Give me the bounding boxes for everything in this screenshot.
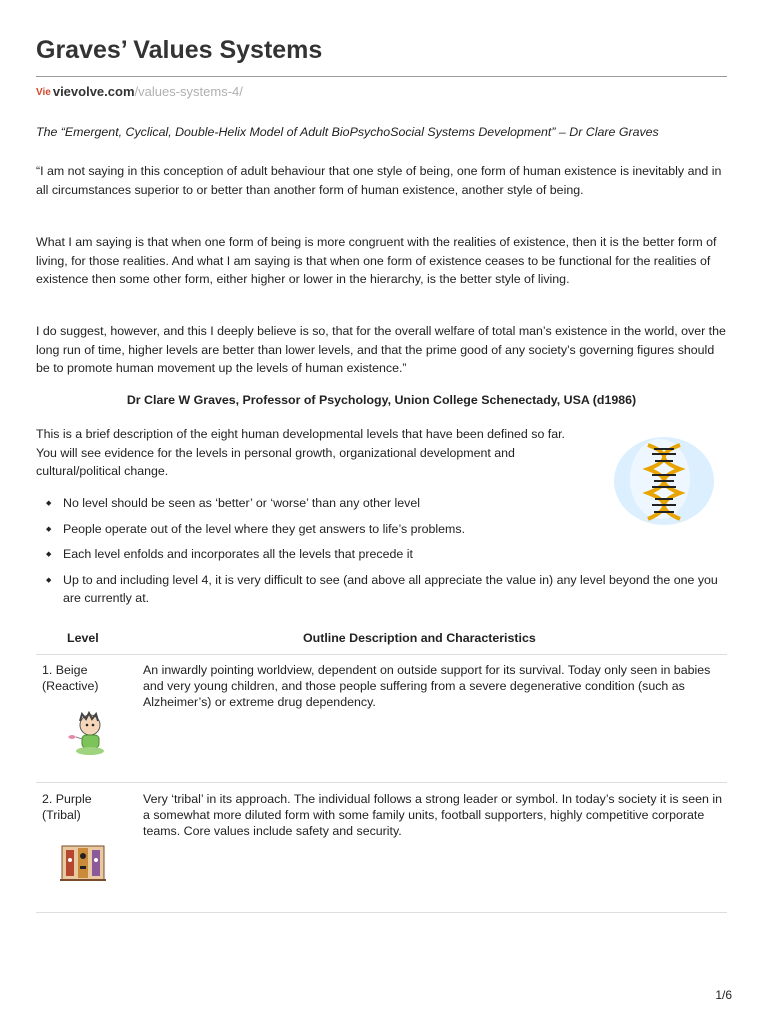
table-header-description: Outline Description and Characteristics [303, 631, 536, 645]
quote-paragraph-3: I do suggest, however, and this I deeply believe is so, that for the overall welfare of total man’s existence in the world, over the long run of time, higher levels are better than lower levels, and that the prime good of any society’s governing figures should be to promote human movement up the levels of human existence.” [36, 324, 726, 375]
list-item: ◆ Each level enfolds and incorporates all the levels that precede it [44, 545, 734, 564]
page-title: Graves’ Values Systems [36, 36, 323, 64]
bullet-list [44, 494, 734, 615]
diamond-bullet-icon: ◆ [46, 576, 52, 584]
source-link[interactable] [36, 84, 243, 99]
table-row-purple-description: Very ‘tribal’ in its approach. The individual follows a strong leader or symbol. In today’s society it is seen in a somewhat more diluted form with some family units, football supporters, highly competitive corporate teams. Core values include safety and security. [143, 792, 722, 838]
site-favicon-icon: Vie [36, 87, 51, 98]
title-divider [36, 76, 727, 77]
table-divider [36, 782, 727, 783]
intro-paragraph: This is a brief description of the eight human developmental levels that have been defined so far. You will see evidence for the levels in personal growth, organizational development and cultural/political change. [36, 427, 565, 478]
source-domain[interactable]: vievolve.com [52, 84, 135, 99]
model-subtitle: The “Emergent, Cyclical, Double-Helix Model of Adult BioPsychoSocial Systems Development” – Dr Clare Graves [36, 125, 659, 139]
table-row-beige-description: An inwardly pointing worldview, dependent on outside support for its survival. Today only seen in babies and very young children, and those people suffering from a severe degenerative condition (such as Alzheimer’s) or extreme drug dependency. [143, 663, 711, 709]
table-divider [36, 912, 727, 913]
table-header-level: Level [67, 631, 99, 645]
quote-paragraph-1: “I am not saying in this conception of adult behaviour that one style of being, one form of human existence is inevitably and in all circumstances superior to or better than another form of human existence, another style of being. [36, 164, 722, 197]
quote-attribution: Dr Clare W Graves, Professor of Psychology, Union College Schenectady, USA (d1986) [126, 393, 637, 407]
diamond-bullet-icon: ◆ [46, 525, 52, 533]
list-item: ◆ Up to and including level 4, it is very difficult to see (and above all appreciate the value in) any level beyond the one you are currently at. [46, 572, 718, 605]
table-row-beige-level: 1. Beige (Reactive) [42, 663, 99, 693]
page-number: 1/6 [715, 988, 732, 1002]
diamond-bullet-icon: ◆ [46, 551, 52, 558]
diamond-bullet-icon: ◆ [46, 500, 52, 507]
totem-clipart-image [58, 840, 108, 884]
list-item: ◆ People operate out of the level where they get answers to life’s problems. [44, 520, 734, 539]
source-path[interactable]: /values-systems-4/ [134, 84, 243, 99]
quote-paragraph-2: What I am saying is that when one form of being is more congruent with the realities of existence, then it is the better form of living, for those realities. And what I am saying is that when one form of existence ceases to be functional for the realities of existence then some other form, either higher or lower in the hierarchy, is the better style of living. [36, 235, 717, 286]
table-row-purple-level: 2. Purple (Tribal) [42, 792, 92, 822]
list-item: ◆ No level should be seen as ‘better’ or ‘worse’ than any other level [44, 494, 734, 513]
baby-clipart-image [62, 711, 110, 757]
table-divider [36, 654, 727, 655]
